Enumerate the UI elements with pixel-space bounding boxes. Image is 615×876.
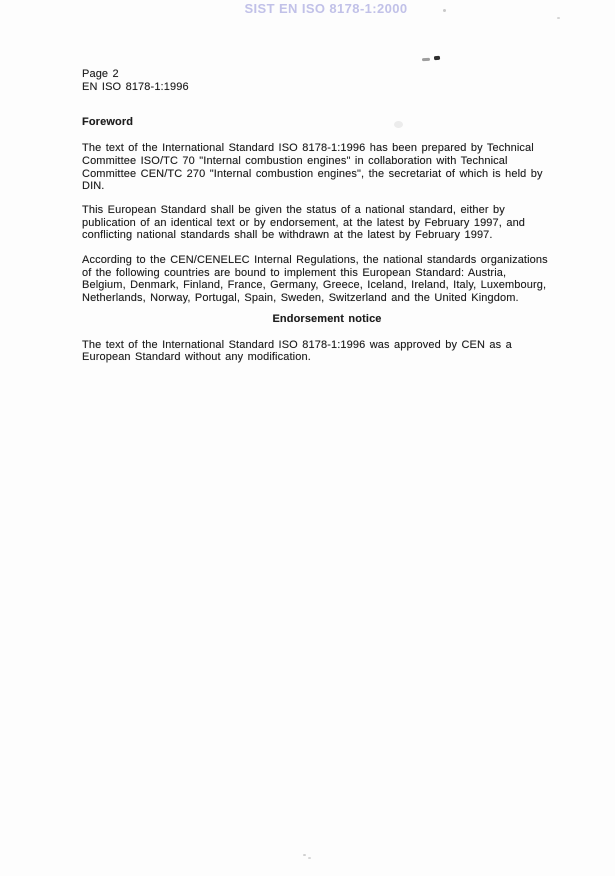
- scan-speck: [303, 854, 306, 856]
- text-line: Committee ISO/TC 70 "Internal combustion engines" in collaboration with Technical: [82, 154, 508, 167]
- scan-speck: [394, 121, 403, 128]
- text-line: DIN.: [82, 180, 105, 193]
- page-reference-block: [82, 68, 572, 93]
- scan-smudge: [434, 56, 440, 60]
- text-line: publication of an identical text or by endorsement, at the latest by February 1997, and: [82, 216, 526, 229]
- text-line: European Standard without any modification.: [82, 351, 311, 364]
- text-line: Netherlands, Norway, Portugal, Spain, Sweden, Switzerland and the United Kingdom.: [82, 292, 519, 305]
- endorsement-notice-heading: Endorsement notice: [272, 312, 382, 325]
- text-line: According to the CEN/CENELEC Internal Regulations, the national standards organizations: [82, 254, 548, 267]
- text-line: The text of the International Standard ISO 8178-1:1996 was approved by CEN as a: [82, 338, 512, 351]
- page-content: [82, 68, 572, 364]
- text-line: This European Standard shall be given the status of a national standard, either by: [82, 203, 505, 216]
- scan-smudge: [422, 58, 430, 62]
- page-number-label: Page 2: [82, 68, 119, 80]
- paragraph: [82, 339, 572, 364]
- text-line: conflicting national standards shall be withdrawn at the latest by February 1997.: [82, 229, 493, 242]
- scan-speck: [557, 17, 560, 19]
- foreword-heading: Foreword: [82, 116, 134, 129]
- paragraph: [82, 254, 572, 305]
- scan-speck: [443, 9, 446, 12]
- text-line: of the following countries are bound to implement this European Standard: Austria,: [82, 266, 507, 279]
- paragraph: [82, 142, 572, 193]
- text-line: The text of the International Standard ISO 8178-1:1996 has been prepared by Technical: [82, 142, 534, 155]
- standard-number-label: EN ISO 8178-1:1996: [82, 80, 189, 93]
- scan-speck: [308, 857, 311, 859]
- paragraph: [82, 204, 572, 242]
- standard-reference-watermark: SIST EN ISO 8178-1:2000: [244, 1, 408, 16]
- text-line: Belgium, Denmark, Finland, France, Germany, Greece, Iceland, Ireland, Italy, Luxembourg,: [82, 279, 547, 292]
- text-line: Committee CEN/TC 270 "Internal combustion engines", the secretariat of which is held by: [82, 167, 543, 180]
